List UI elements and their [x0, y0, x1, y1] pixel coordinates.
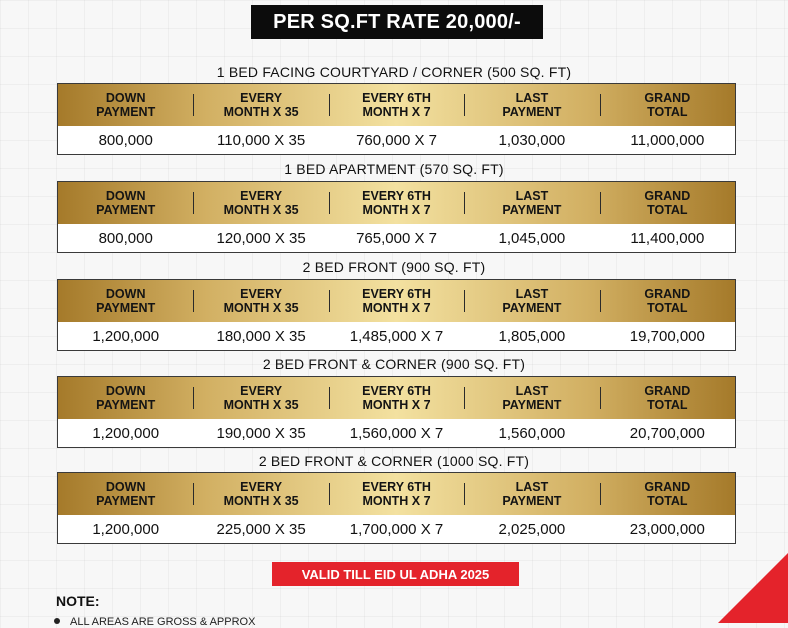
- note-item: ALL AREAS ARE GROSS & APPROX: [70, 616, 256, 628]
- table-header-row: [58, 182, 735, 224]
- down-payment-value: 1,200,000: [92, 424, 160, 442]
- down-payment-value: 800,000: [98, 229, 153, 247]
- down-payment-value: 1,200,000: [92, 520, 160, 538]
- table-header-row: [58, 377, 735, 419]
- six-monthly-value: 1,700,000 X 7: [349, 520, 444, 538]
- six-monthly-value: 765,000 X 7: [356, 229, 437, 247]
- header-down-payment: DOWN PAYMENT: [96, 91, 156, 119]
- header-every-6th-month: EVERY 6TH MONTH X 7: [329, 384, 464, 412]
- grand-total-value: 23,000,000: [629, 520, 705, 538]
- note-title: NOTE:: [56, 593, 100, 609]
- last-payment-value: 2,025,000: [498, 520, 566, 538]
- plan-title: 1 BED FACING COURTYARD / CORNER (500 SQ. FT): [216, 64, 572, 80]
- plan-title: 2 BED FRONT & CORNER (1000 SQ. FT): [258, 453, 530, 469]
- monthly-value: 120,000 X 35: [216, 229, 306, 247]
- table-row: [58, 126, 735, 154]
- header-last-payment: LAST PAYMENT: [464, 287, 599, 315]
- table-header-row: [58, 84, 735, 126]
- monthly-value: 180,000 X 35: [216, 327, 306, 345]
- grand-total-value: 11,000,000: [630, 131, 705, 149]
- header-last-payment: LAST PAYMENT: [464, 189, 599, 217]
- table-header-row: [58, 280, 735, 322]
- down-payment-value: 800,000: [98, 131, 153, 149]
- table-header-row: [58, 473, 735, 515]
- header-every-month: EVERY MONTH X 35: [193, 189, 328, 217]
- last-payment-value: 1,030,000: [498, 131, 566, 149]
- header-every-month: EVERY MONTH X 35: [193, 91, 328, 119]
- header-every-6th-month: EVERY 6TH MONTH X 7: [329, 91, 464, 119]
- header-every-month: EVERY MONTH X 35: [193, 480, 328, 508]
- grand-total-value: 20,700,000: [629, 424, 705, 442]
- plan-title: 2 BED FRONT (900 SQ. FT): [302, 259, 486, 275]
- header-last-payment: LAST PAYMENT: [464, 384, 599, 412]
- table-row: [58, 224, 735, 252]
- header-every-month: EVERY MONTH X 35: [193, 384, 328, 412]
- header-every-month: EVERY MONTH X 35: [193, 287, 328, 315]
- monthly-value: 110,000 X 35: [217, 131, 306, 149]
- down-payment-value: 1,200,000: [92, 327, 160, 345]
- monthly-value: 225,000 X 35: [216, 520, 306, 538]
- header-grand-total: GRAND TOTAL: [600, 287, 735, 315]
- header-every-6th-month: EVERY 6TH MONTH X 7: [329, 189, 464, 217]
- header-grand-total: GRAND TOTAL: [600, 384, 735, 412]
- header-last-payment: LAST PAYMENT: [464, 91, 599, 119]
- plan-title: 1 BED APARTMENT (570 SQ. FT): [284, 161, 504, 177]
- plan-title: 2 BED FRONT & CORNER (900 SQ. FT): [262, 356, 526, 372]
- six-monthly-value: 1,560,000 X 7: [349, 424, 444, 442]
- payment-plan-table: [57, 83, 736, 155]
- header-every-6th-month: EVERY 6TH MONTH X 7: [329, 480, 464, 508]
- last-payment-value: 1,560,000: [498, 424, 566, 442]
- header-down-payment: DOWN PAYMENT: [96, 189, 156, 217]
- header-grand-total: GRAND TOTAL: [600, 91, 735, 119]
- payment-plan-table: [57, 279, 736, 351]
- header-grand-total: GRAND TOTAL: [600, 189, 735, 217]
- grand-total-value: 19,700,000: [629, 327, 705, 345]
- table-row: [58, 515, 735, 543]
- table-row: [58, 322, 735, 350]
- header-down-payment: DOWN PAYMENT: [96, 480, 156, 508]
- decorative-corner: [718, 553, 788, 623]
- header-down-payment: DOWN PAYMENT: [96, 287, 156, 315]
- table-row: [58, 419, 735, 447]
- header-every-6th-month: EVERY 6TH MONTH X 7: [329, 287, 464, 315]
- header-down-payment: DOWN PAYMENT: [96, 384, 156, 412]
- header-grand-total: GRAND TOTAL: [600, 480, 735, 508]
- monthly-value: 190,000 X 35: [216, 424, 306, 442]
- payment-plan-table: [57, 181, 736, 253]
- payment-plan-table: [57, 376, 736, 448]
- six-monthly-value: 760,000 X 7: [356, 131, 437, 149]
- six-monthly-value: 1,485,000 X 7: [349, 327, 444, 345]
- rate-title: PER SQ.FT RATE 20,000/-: [251, 5, 543, 39]
- payment-plan-table: [57, 472, 736, 544]
- grand-total-value: 11,400,000: [630, 229, 705, 247]
- last-payment-value: 1,045,000: [498, 229, 566, 247]
- header-last-payment: LAST PAYMENT: [464, 480, 599, 508]
- validity-badge: VALID TILL EID UL ADHA 2025: [272, 562, 519, 586]
- last-payment-value: 1,805,000: [498, 327, 566, 345]
- bullet-icon: [54, 618, 60, 624]
